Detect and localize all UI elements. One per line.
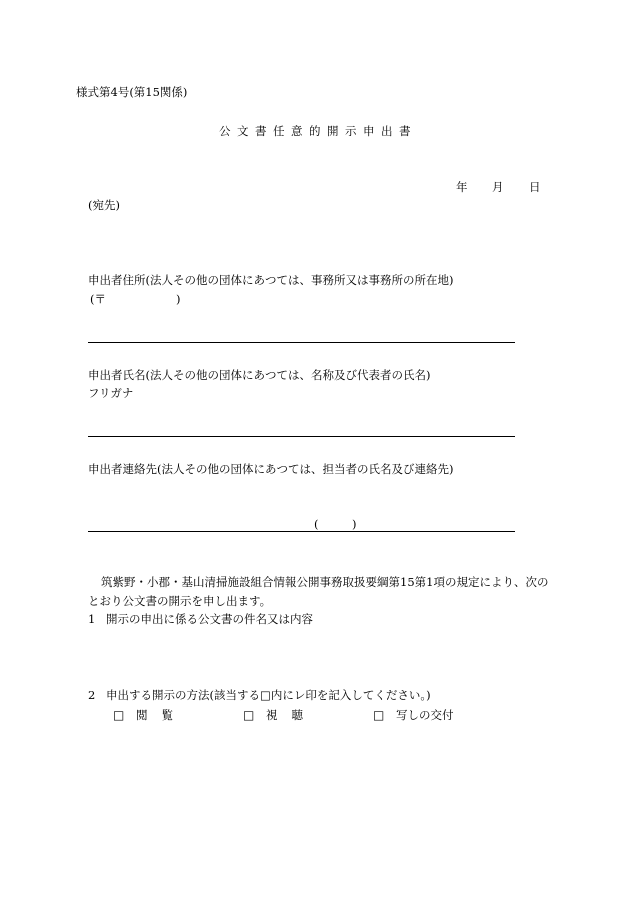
form-title: 公文書任意的開示申出書 (219, 124, 417, 138)
contact-label: 申出者連絡先(法人その他の団体にあつては、担当者の氏名及び連絡先) (88, 462, 454, 476)
furigana-label: フリガナ (88, 386, 134, 400)
addressee: (宛先) (88, 198, 120, 212)
date-month: 月 (492, 180, 504, 194)
address-label: 申出者住所(法人その他の団体にあつては、事務所又は事務所の所在地) (88, 273, 454, 287)
body-text-line2: とおり公文書の開示を申し出ます。 (88, 594, 272, 608)
address-line[interactable] (88, 342, 515, 343)
checkbox-icon[interactable]: □ (113, 708, 125, 722)
contact-paren-open: ( (314, 517, 319, 531)
checkbox-icon[interactable]: □ (373, 708, 385, 722)
contact-paren-close: ) (352, 517, 357, 531)
date-day: 日 (529, 180, 541, 194)
postal-code-open: (〒 (90, 292, 106, 306)
form-number: 様式第4号(第15関係) (76, 85, 188, 99)
method-option-view[interactable] (113, 708, 187, 722)
name-line[interactable] (88, 436, 515, 437)
item2-label: 申出する開示の方法(該当する□内にレ印を記入してください。) (106, 688, 431, 702)
body-text-line1: 筑紫野・小郡・基山清掃施設組合情報公開事務取扱要綱第15第1項の規定により、次の (101, 575, 549, 589)
postal-code-close: ) (176, 292, 181, 306)
item1-number: 1 (88, 612, 96, 626)
method-label: 視聴 (266, 708, 317, 722)
method-option-copy[interactable] (373, 708, 454, 722)
item1-label: 開示の申出に係る公文書の件名又は内容 (106, 612, 313, 626)
method-label: 閲覧 (136, 708, 187, 722)
method-option-listen[interactable] (243, 708, 317, 722)
contact-line[interactable] (88, 531, 515, 532)
item2-number: 2 (88, 688, 96, 702)
name-label: 申出者氏名(法人その他の団体にあつては、名称及び代表者の氏名) (88, 368, 431, 382)
checkbox-icon[interactable]: □ (243, 708, 255, 722)
method-label: 写しの交付 (396, 708, 454, 722)
date-year: 年 (456, 180, 468, 194)
